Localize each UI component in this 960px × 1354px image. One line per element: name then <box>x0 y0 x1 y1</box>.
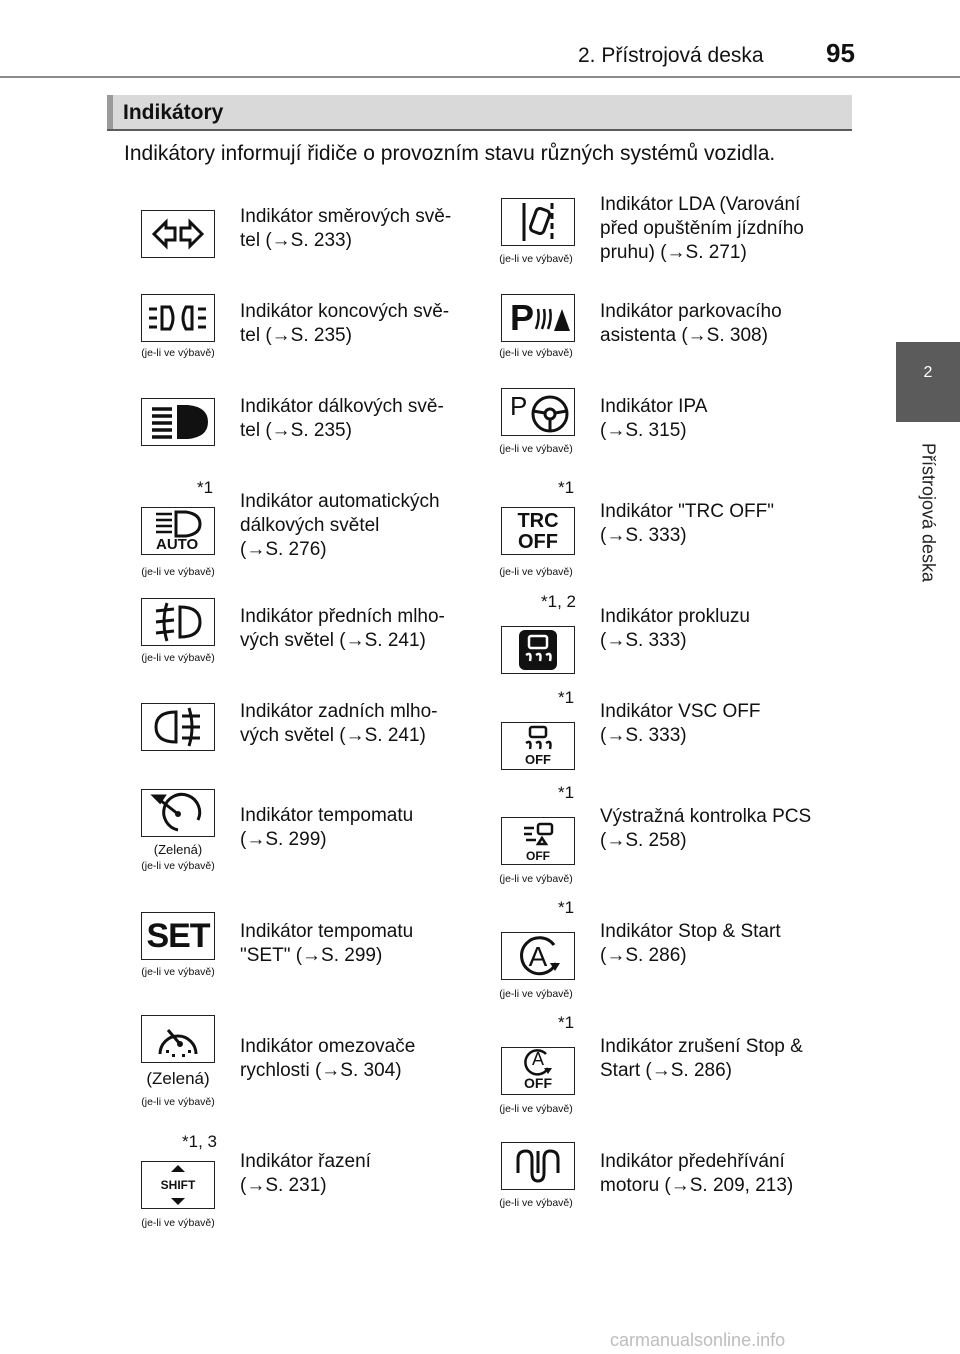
ipa-p-label: P <box>510 391 528 421</box>
rear-fog-icon <box>141 703 215 751</box>
shift-icon <box>141 1161 215 1209</box>
tail-light-icon <box>141 294 215 342</box>
side-tab-number: 2 <box>923 364 933 381</box>
high-beam-desc: Indikátor dálkových svě- tel (→S. 235) <box>240 396 444 441</box>
front-fog-desc: Indikátor předních mlho- vých světel (→S. 241) <box>240 606 445 651</box>
stop-start-caption: (je-li ve výbavě) <box>499 988 573 1000</box>
pcs-off-label: OFF <box>526 849 550 863</box>
cruise-caption: (je-li ve výbavě) <box>141 860 215 872</box>
stop-start-cancel-icon <box>501 1047 575 1095</box>
slip-icon <box>501 626 575 674</box>
stop-start-cancel-a-label: A <box>531 1049 544 1069</box>
pcs-icon <box>501 817 575 865</box>
tail-light-caption: (je-li ve výbavě) <box>141 347 215 359</box>
glow-plug-desc: Indikátor předehřívání motoru (→S. 209, 213) <box>600 1151 794 1196</box>
shift-note: *1, 3 <box>182 1132 217 1151</box>
speed-limiter-desc: Indikátor omezovače rychlosti (→S. 304) <box>240 1036 416 1081</box>
slip-note: *1, 2 <box>541 592 576 611</box>
pcs-caption: (je-li ve výbavě) <box>499 873 573 885</box>
vsc-off-desc: Indikátor VSC OFF (→S. 333) <box>600 701 761 746</box>
auto-high-beam-caption: (je-li ve výbavě) <box>141 566 215 578</box>
lda-desc: Indikátor LDA (Varování před opuštěním jízdního pruhu) (→S. 271) <box>600 194 804 263</box>
parking-assist-icon <box>501 294 575 342</box>
lda-icon <box>501 198 575 246</box>
auto-high-beam-desc: Indikátor automatických dálkových světel (→S. 276) <box>240 491 440 560</box>
set-label: SET <box>146 917 210 955</box>
stop-start-a-label: A <box>528 941 548 972</box>
section-heading <box>107 95 852 131</box>
stop-start-cancel-caption: (je-li ve výbavě) <box>499 1103 573 1115</box>
side-label-text: Přístrojová deska <box>918 442 939 583</box>
intro-text: Indikátory informují řidiče o provozním stavu různých systémů vozidla. <box>124 142 776 165</box>
side-label <box>918 432 938 592</box>
stop-start-note: *1 <box>558 898 575 917</box>
pcs-desc: Výstražná kontrolka PCS (→S. 258) <box>600 806 812 851</box>
stop-start-cancel-note: *1 <box>558 1013 575 1032</box>
chapter-title: 2. Přístrojová deska <box>578 44 764 67</box>
cruise-desc: Indikátor tempomatu (→S. 299) <box>240 805 414 850</box>
trc-off-note: *1 <box>558 478 575 497</box>
ipa-desc: Indikátor IPA (→S. 315) <box>600 396 708 441</box>
glow-plug-caption: (je-li ve výbavě) <box>499 1197 573 1209</box>
front-fog-caption: (je-li ve výbavě) <box>141 652 215 664</box>
page-header <box>0 0 960 80</box>
stop-start-icon <box>501 932 575 980</box>
vsc-off-note: *1 <box>558 688 575 707</box>
shift-desc: Indikátor řazení (→S. 231) <box>240 1151 371 1196</box>
parking-assist-desc: Indikátor parkovacího asistenta (→S. 308) <box>600 301 782 346</box>
front-fog-icon <box>141 598 215 646</box>
section-title: Indikátory <box>123 101 224 124</box>
shift-label: SHIFT <box>160 1178 196 1192</box>
ipa-icon <box>501 388 575 436</box>
cruise-set-desc: Indikátor tempomatu "SET" (→S. 299) <box>240 921 414 966</box>
trc-label: TRC <box>517 510 559 532</box>
cruise-control-icon <box>141 789 215 837</box>
cruise-set-caption: (je-li ve výbavě) <box>141 966 215 978</box>
header-rule <box>0 76 960 78</box>
turn-signal-desc: Indikátor směrových svě- tel (→S. 233) <box>240 206 452 251</box>
cruise-set-icon <box>141 912 215 960</box>
slip-desc: Indikátor prokluzu (→S. 333) <box>600 606 750 651</box>
speed-limiter-icon <box>141 1015 215 1063</box>
trc-off-label: OFF <box>518 531 558 553</box>
stop-start-cancel-desc: Indikátor zrušení Stop & Start (→S. 286) <box>600 1036 803 1081</box>
parking-p-label: P <box>510 297 535 338</box>
auto-high-beam-note: *1 <box>197 478 214 497</box>
rear-fog-desc: Indikátor zadních mlho- vých světel (→S. 241) <box>240 701 438 746</box>
page-number: 95 <box>826 38 855 68</box>
auto-label: AUTO <box>156 536 199 553</box>
speed-limiter-color-caption: (Zelená) <box>146 1069 210 1088</box>
stop-start-desc: Indikátor Stop & Start (→S. 286) <box>600 921 781 966</box>
vsc-off-icon <box>501 722 575 770</box>
stop-start-cancel-off-label: OFF <box>524 1075 552 1091</box>
watermark: carmanualsonline.info <box>610 1330 786 1350</box>
speed-limiter-caption: (je-li ve výbavě) <box>141 1096 215 1108</box>
shift-caption: (je-li ve výbavě) <box>141 1217 215 1229</box>
ipa-caption: (je-li ve výbavě) <box>499 443 573 455</box>
trc-off-desc: Indikátor "TRC OFF" (→S. 333) <box>600 501 774 546</box>
turn-signal-icon <box>141 210 215 258</box>
auto-high-beam-icon <box>141 507 215 555</box>
glow-plug-icon <box>501 1142 575 1190</box>
cruise-color-caption: (Zelená) <box>153 842 203 857</box>
vsc-off-label: OFF <box>525 752 551 767</box>
pcs-note: *1 <box>558 783 575 802</box>
tail-light-desc: Indikátor koncových svě- tel (→S. 235) <box>240 301 450 346</box>
parking-assist-caption: (je-li ve výbavě) <box>499 347 573 359</box>
section-strip <box>107 95 113 129</box>
side-tab <box>896 342 960 422</box>
lda-caption: (je-li ve výbavě) <box>499 253 573 265</box>
trc-off-icon <box>501 507 575 555</box>
high-beam-icon <box>141 398 215 446</box>
trc-off-caption: (je-li ve výbavě) <box>499 566 573 578</box>
